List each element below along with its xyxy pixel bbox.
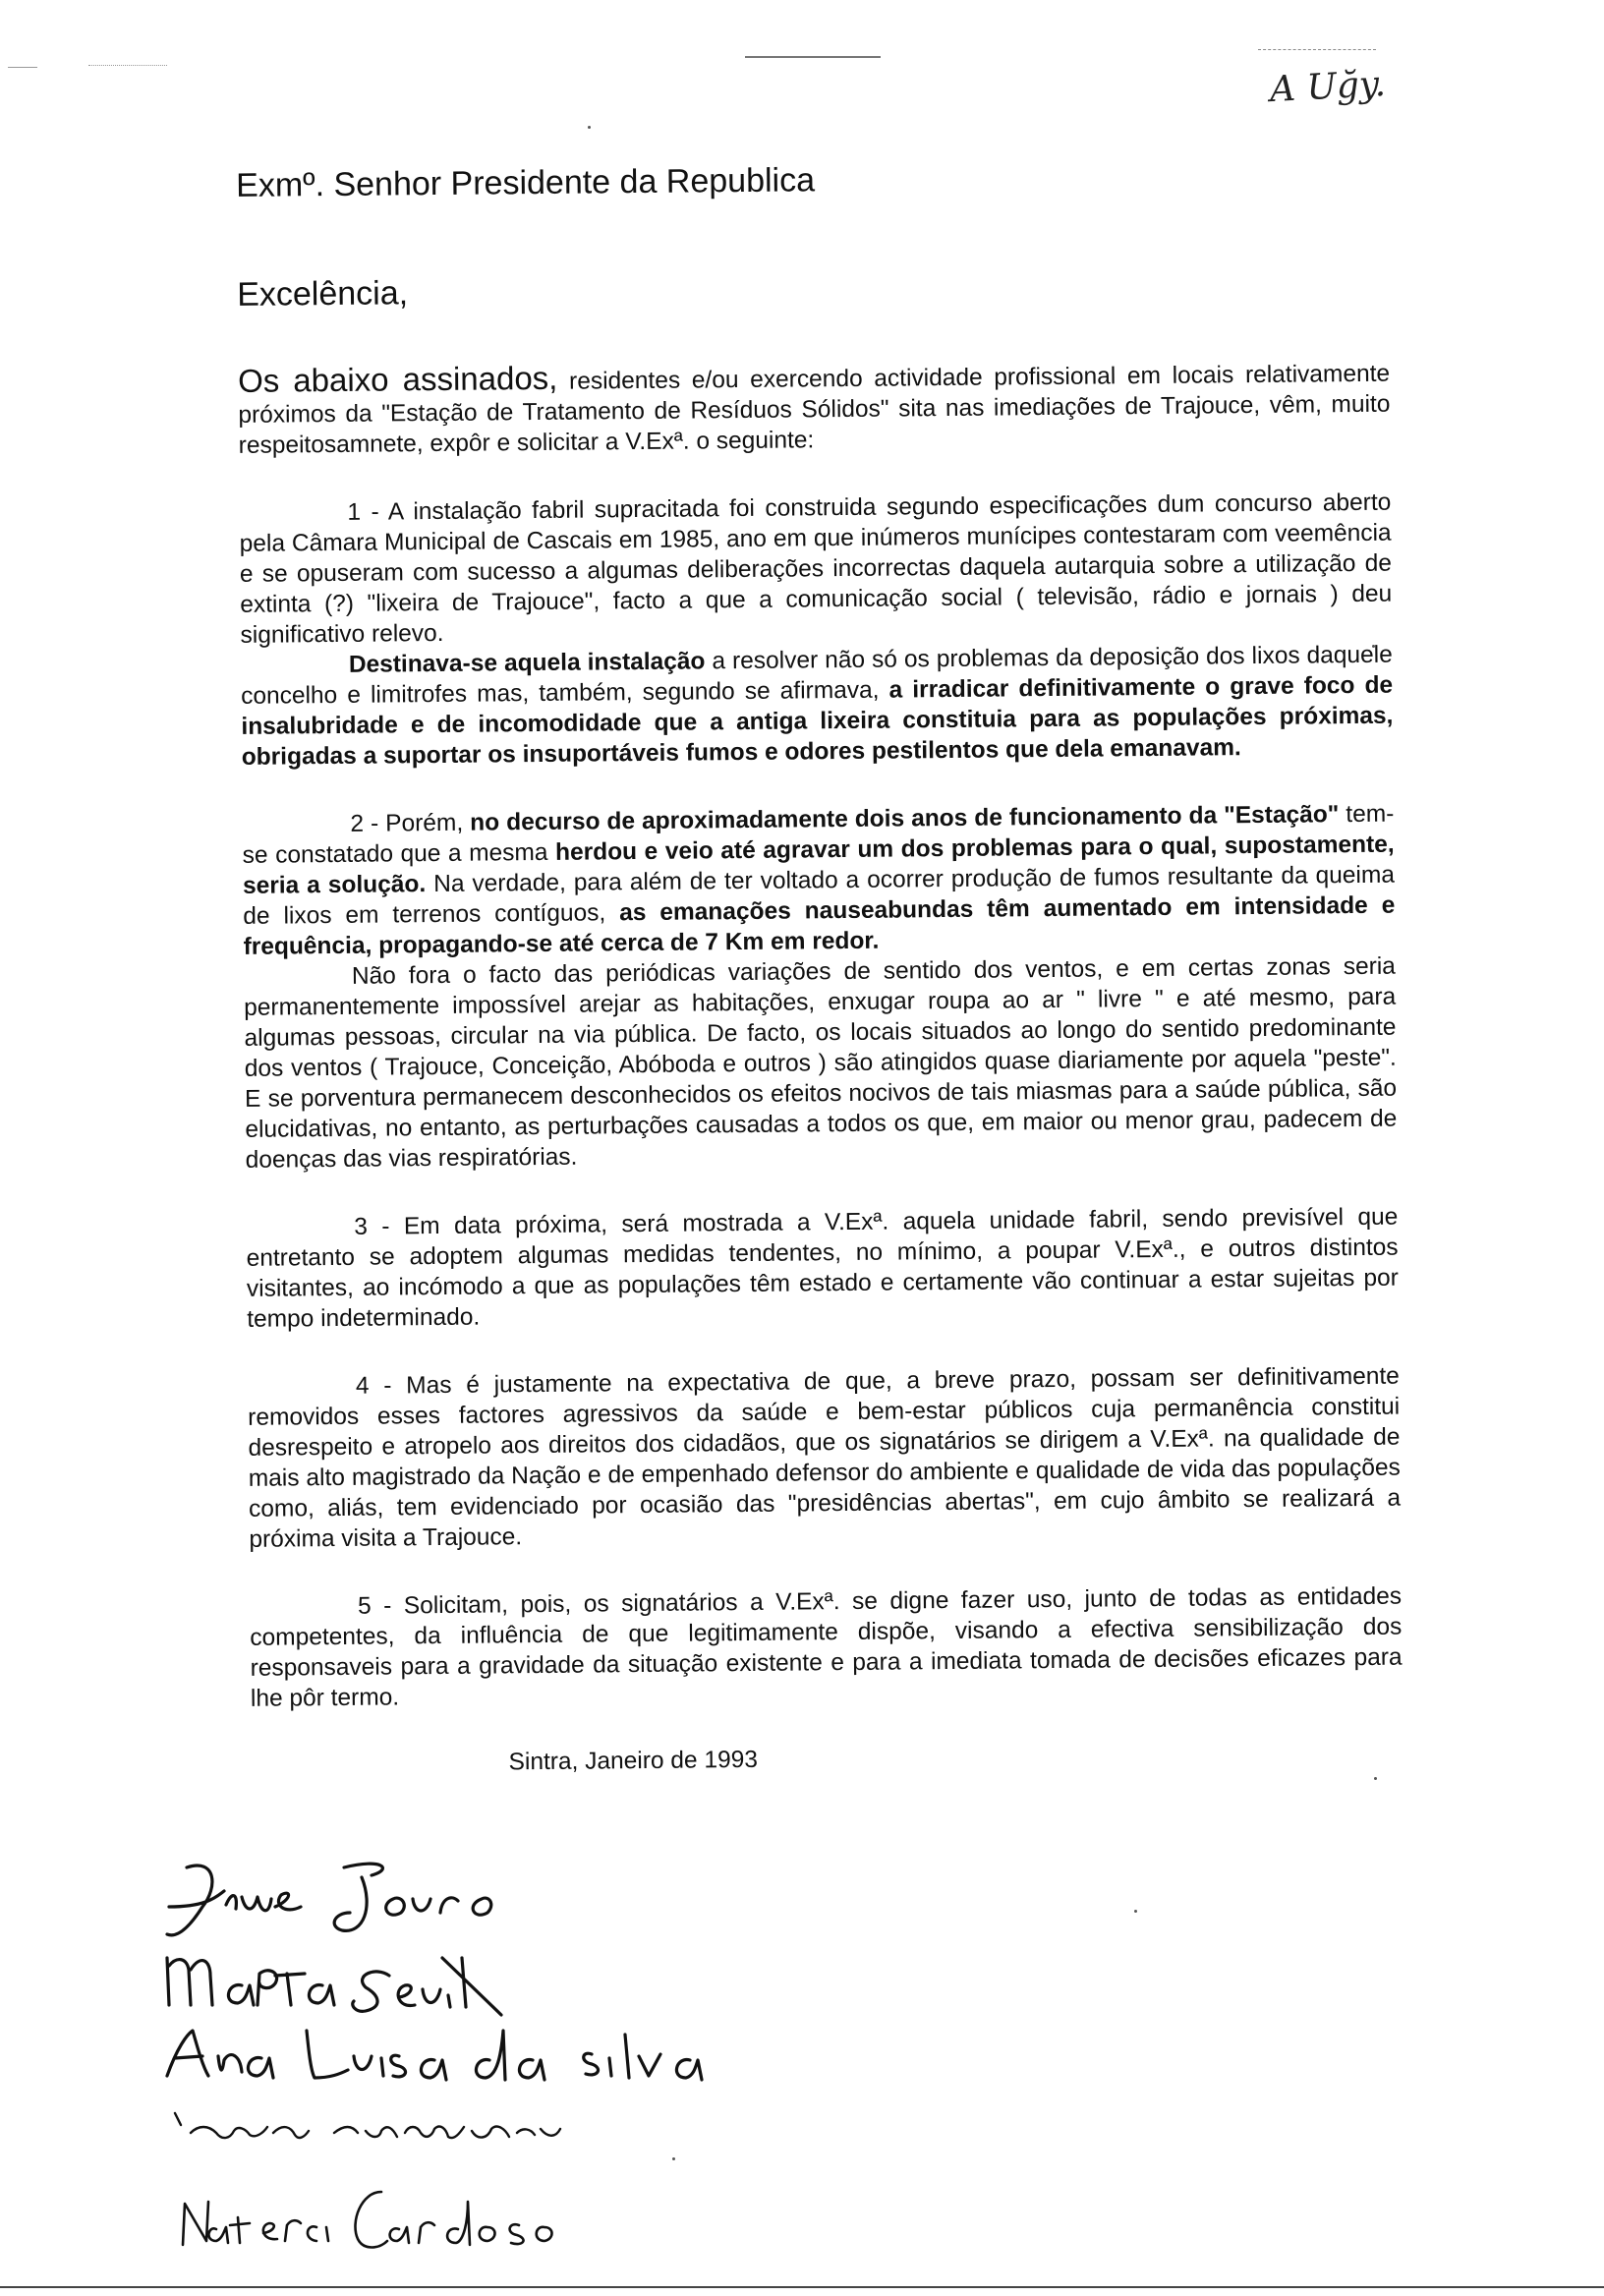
section-4-paragraph: 4 - Mas é justamente na expectativa de que, a breve prazo, possam ser definitivamente removidos esses factores agressivos da saúde e bem-estar públicos cuja permanência constitui desrespeito e atropelo aos direitos dos cidadãos, que os signatários se dirigem a V.Exª. na qualidade de mais alto magistrado da Nação e de empenhado defensor do ambiente e qualidade de vida das populações como, aliás, tem evidenciado por ocasião das "presidências abertas", em cujo âmbito se realizará a próxima visita a Trajouce. [248, 1362, 1402, 1553]
section-1-paragraph-2 [241, 640, 1394, 773]
section-3-paragraph: 3 - Em data próxima, será mostrada a V.Exª. aquela unidade fabril, sendo previsível que entretanto se adoptem algumas medidas tendentes, no mínimo, a poupar V.Exª., e outros distintos visitantes, ao incómodo a que as populações têm estado e certamente vão continuar a estar sujeitas por tempo indeterminado. [246, 1203, 1400, 1333]
place-and-date: Sintra, Janeiro de 1993 [508, 1746, 759, 1776]
section-2-bold-d: herdou e veio até agravar um dos problemas para o qual, supostamente, seria a solução. [242, 831, 1395, 899]
handwritten-stamp: A Uğy. [1269, 63, 1387, 111]
signature-ana-luisa-da-silva [167, 2031, 702, 2080]
section-2-bold-f: as emanações nauseabundas têm aumentado em intensidade e frequência, propagando-se até cerca de 7 Km em redor. [243, 891, 1396, 960]
section-1-paragraph-1: 1 - A instalação fabril supracitada foi construida segundo especificações dum concurso aberto pela Câmara Municipal de Cascais em 1985, ano em que inúmeros munícipes contestaram com veemência e se opuseram com sucesso a algumas deliberações incorrectas daquela autarquia sobre a utilização de extinta (?) "lixeira de Trajouce", facto a que a comunicação social ( televisão, rádio e jornais ) deu significativo relevo. [239, 488, 1393, 649]
scan-artifact-line [88, 65, 167, 66]
signature-irene-louro [167, 1864, 491, 1935]
section-2-text-a: 2 - Porém, [350, 809, 471, 837]
intro-text: residentes e/ou exercendo actividade profissional em locais relativamente próximos da "Estação de Tratamento de Resíduos Sólidos" sita nas imediações de Trajouce, vêm, muito respeitosamnete, expôr e solicitar a V.Exª. o seguinte: [238, 360, 1391, 459]
handwritten-signatures [147, 1848, 835, 2261]
scan-speck [1374, 1777, 1377, 1780]
signature-marta-seuil [167, 1958, 501, 2015]
addressee: Exmº. Senhor Presidente da Republica [235, 161, 816, 204]
section-2 [234, 799, 1398, 1176]
section-1-bold-b: a irradicar definitivamente o grave foco de insalubridade e de incomodidade que a antiga lixeira constituia para as populações próximas, obrigadas a suportar os insuportáveis fumos e odores pestilentos que dela emanavam. [241, 671, 1394, 771]
section-4 [240, 1361, 1402, 1555]
letter-body [228, 156, 1404, 1779]
scan-artifact-line [8, 67, 37, 68]
scan-artifact-line [745, 56, 881, 58]
scan-artifact-line [1258, 49, 1376, 50]
section-1 [231, 488, 1394, 773]
section-2-text-e: Na verdade, para além de ter voltado a ocorrer produção de fumos resultante da queima de lixos em terrenos contíguos, [243, 861, 1396, 930]
scan-bottom-edge [0, 2286, 1604, 2288]
intro-lead: Os abaixo assinados, [237, 359, 558, 399]
section-2-paragraph-2: Não fora o facto das periódicas variações de sentido dos ventos, e em certas zonas seria permanentemente impossível arejar as habitações, enxugar roupa ao ar " livre " e até mesmo, para algumas pessoas, circular na via pública. De facto, os locais situados ao longo do sentido predominante dos ventos ( Trajouce, Conceição, Abóboda e outros ) são atingidos quase diariamente por aquela "peste". E se porventura permanecem desconhecidos os efeitos nocivos de tais miasmas para a saúde pública, são elucidativas, no entanto, as perturbações causadas a todos os que, em maior ou menor grau, padecem de doenças das vias respiratórias. [244, 952, 1398, 1174]
section-5-paragraph: 5 - Solicitam, pois, os signatários a V.Exª. se digne fazer uso, junto de todas as entidades competentes, da influência de que legitimamente dispõe, visando a efectiva sensibilização dos responsaveis para a gravidade da situação existente e para a imediata tomada de decisões eficazes para lhe pôr termo. [250, 1582, 1403, 1712]
section-2-bold-b: no decurso de aproximadamente dois anos de funcionamento da "Estação" [470, 801, 1340, 836]
signature-natercia-cardoso [183, 2192, 552, 2248]
scan-speck [1134, 1910, 1137, 1913]
signature-xavier-cunha-martins [175, 2113, 560, 2138]
section-3 [238, 1202, 1399, 1335]
section-5 [242, 1581, 1403, 1714]
section-1-bold-a: Destinava-se aquela instalação [348, 648, 706, 678]
greeting: Excelência, [237, 274, 409, 314]
section-2-paragraph-1 [242, 799, 1395, 962]
scan-speck [588, 126, 591, 129]
section-2-text-c: tem-se constatado que a mesma [242, 800, 1395, 869]
intro-paragraph [230, 355, 1391, 461]
section-1-text-a: a resolver não só os problemas da deposição dos lixos daquele concelho e limitrofes mas, também, segundo se afirmava, [241, 641, 1393, 710]
